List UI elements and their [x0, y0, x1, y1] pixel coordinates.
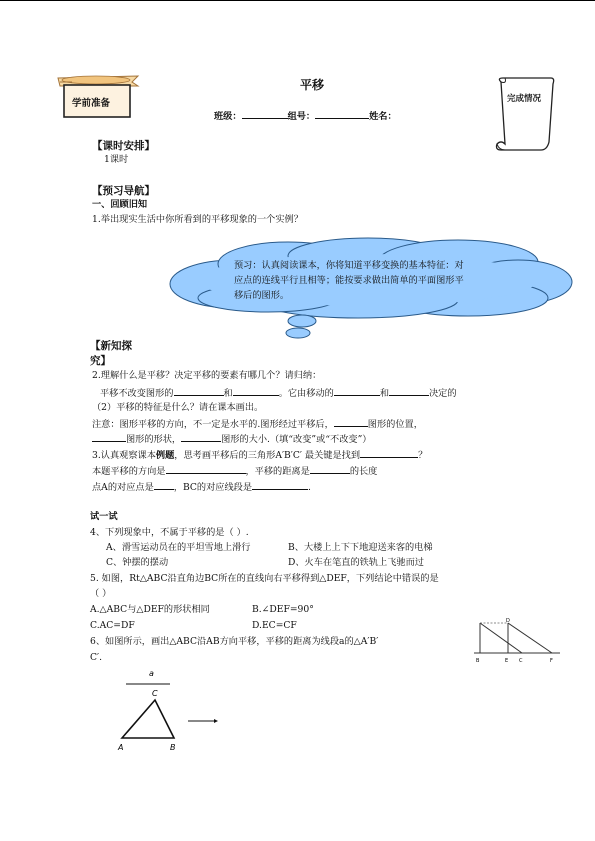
- group-label: 组号：: [287, 111, 316, 122]
- question-3-line-2: 本题平移的方向是 ，平移的距离是 的长度: [92, 463, 377, 478]
- fig5-df: [508, 623, 552, 653]
- blank-2c[interactable]: [334, 385, 380, 396]
- blank-3b[interactable]: [166, 463, 246, 474]
- class-label: 班级：: [214, 111, 242, 122]
- fig5-label-b: B: [476, 658, 480, 664]
- question-6-line-1: 6、如图所示，画出△ABC沿AB方向平移，平移的距离为线段a的△A′B′: [90, 636, 379, 647]
- question-2-fill-line: 平移不改变图形的 和 。它由移动的 和 决定的: [100, 385, 457, 400]
- fig5-ac: [480, 623, 522, 653]
- blank-3a[interactable]: [360, 447, 418, 458]
- figure-q6-triangle: [112, 664, 222, 756]
- question-5-paren: （ ）: [90, 588, 112, 599]
- blank-2d[interactable]: [389, 385, 429, 396]
- fig5-label-e: E: [505, 658, 509, 664]
- try-heading: 试一试: [90, 511, 118, 522]
- scroll-badge-right: [493, 76, 557, 154]
- blank-2b[interactable]: [233, 385, 279, 396]
- paper-scroll-icon: [493, 76, 557, 154]
- preview-heading: 【预习导航】: [92, 185, 155, 197]
- fig6-label-a: a: [149, 669, 154, 678]
- note-line-1: 注意：图形平移的方向，不一定是水平的.图形经过平移后， 图形的位置，: [92, 416, 423, 431]
- group-blank[interactable]: [315, 108, 369, 119]
- question-5-option-a: A.△ABC与△DEF的形状相同: [90, 604, 210, 615]
- fig6-label-a-vertex: A: [118, 743, 124, 752]
- question-2-feature: （2）平移的特征是什么？请在课本画出。: [92, 402, 264, 413]
- fig5-label-f: F: [550, 658, 553, 664]
- class-blank[interactable]: [242, 108, 288, 119]
- schedule-text: 1课时: [104, 154, 129, 165]
- question-2: 2.理解什么是平移？决定平移的要素有哪几个？请归纳：: [92, 370, 322, 381]
- blank-2a[interactable]: [174, 385, 224, 396]
- question-4-option-b: B、大楼上上下下地迎送来客的电梯: [288, 542, 433, 553]
- fig5-label-c: C: [519, 658, 523, 664]
- blank-3e[interactable]: [252, 479, 308, 490]
- new-knowledge-heading-2: 究】: [90, 355, 111, 367]
- question-5-option-d: D.EC=CF: [252, 620, 297, 631]
- blank-note-3[interactable]: [181, 431, 221, 442]
- thought-cloud: [168, 236, 576, 344]
- badge-left-label: 学前准备: [72, 98, 111, 109]
- question-3-line-1: 3.认真观察课本例题，思考画平移后的三角形A′B′C′ 最关键是找到 ？: [92, 447, 427, 462]
- question-4-option-a: A、滑雪运动员在的平坦雪地上滑行: [106, 542, 251, 553]
- page-title: 平移: [300, 78, 325, 92]
- cloud-text-line-1: 预习：认真阅读课本，你将知道平移变换的基本特征：对: [234, 260, 464, 271]
- blank-3c[interactable]: [310, 463, 350, 474]
- fig6-arrow-head-icon: [214, 719, 218, 723]
- top-rule: [0, 0, 595, 1]
- question-5: 5. 如图，Rt△ABC沿直角边BC所在的直线向右平移得到△DEF，下列结论中错误的是: [90, 573, 439, 584]
- name-label: 姓名：: [369, 111, 397, 122]
- new-knowledge-heading-1: 【新知探: [90, 340, 132, 352]
- scroll-badge-left: [52, 72, 144, 122]
- question-4-option-c: C、钟摆的摆动: [106, 557, 169, 568]
- fig6-triangle-abc: [122, 700, 174, 738]
- cloud-shape-icon: [168, 236, 576, 344]
- note-line-2: 图形的形状， 图形的大小.（填“改变”或“不改变”）: [92, 431, 371, 446]
- question-3-line-3: 点A的对应点是 ，BC的对应线段是 .: [92, 479, 311, 494]
- fig5-label-d: D: [506, 618, 510, 624]
- blank-note-1[interactable]: [334, 416, 368, 427]
- fig6-label-c: C: [152, 689, 158, 698]
- question-6-line-2: C′.: [90, 652, 103, 663]
- figure-q5-triangles: [472, 615, 562, 665]
- schedule-heading: 【课时安排】: [92, 140, 155, 152]
- fig6-label-b: B: [170, 743, 176, 752]
- cloud-text-line-2: 应点的连线平行且相等；能按要求做出简单的平面图形平: [234, 275, 464, 286]
- question-5-option-c: C.AC=DF: [90, 620, 135, 631]
- question-4: 4、下列现象中，不属于平移的是（ ）.: [90, 527, 249, 538]
- question-5-option-b: B.∠DEF=90°: [252, 604, 314, 615]
- badge-right-label: 完成情况: [507, 94, 542, 104]
- review-subheading: 一、回顾旧知: [92, 199, 148, 210]
- student-info-line: [214, 108, 397, 123]
- blank-3d[interactable]: [154, 479, 174, 490]
- blank-note-2[interactable]: [92, 431, 126, 442]
- question-1: 1.举出现实生活中你所看到的平移现象的一个实例？: [92, 214, 303, 225]
- cloud-text-line-3: 移后的图形。: [234, 290, 290, 301]
- question-4-option-d: D、火车在笔直的铁轨上飞驰而过: [288, 557, 424, 568]
